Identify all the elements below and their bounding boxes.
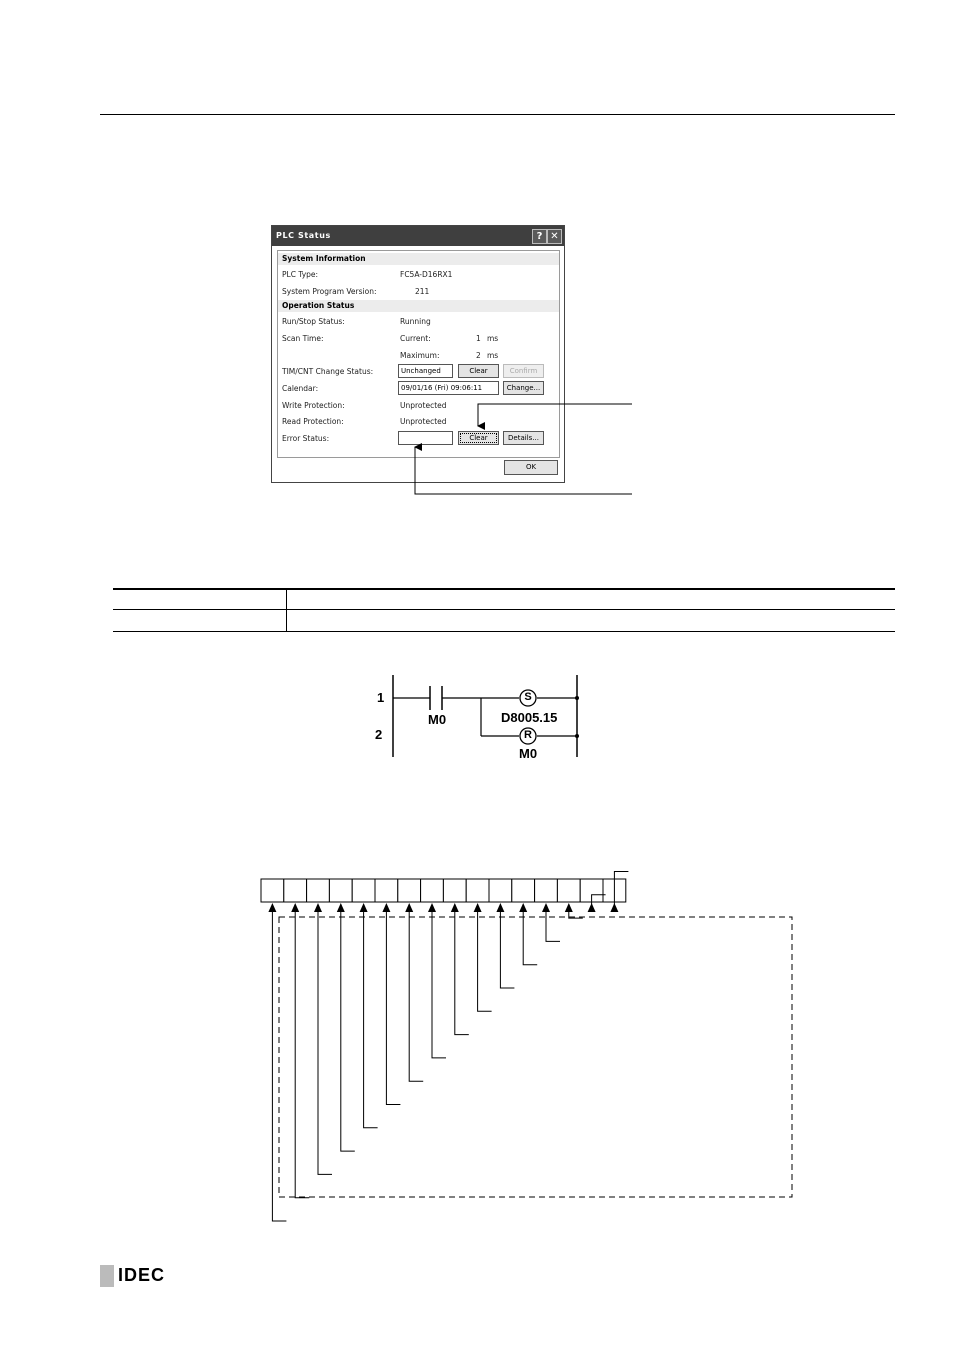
scan-current-value: 1 [476,334,481,343]
bit-cell [535,879,558,902]
help-icon[interactable]: ? [532,229,547,244]
run-stop-value: Running [400,317,431,326]
reset-coil-operand: M0 [519,746,538,761]
bit-cell [512,879,535,902]
bit-group-dashed-box [279,917,792,1197]
run-stop-label: Run/Stop Status: [282,317,345,326]
bit-cell [375,879,398,902]
set-coil-symbol: S [524,691,532,703]
error-clear-button[interactable]: Clear [458,431,499,445]
bit-cell [421,879,444,902]
write-protection-value: Unprotected [400,401,447,410]
bit-leader-arrow [474,903,492,1011]
calendar-field[interactable]: 09/01/16 (Fri) 09:06:11 [398,381,499,395]
bit-leader-arrow [496,903,514,988]
bit-cell [261,879,284,902]
bit-leader-arrow [405,903,423,1081]
bit-leader-arrow [565,903,583,918]
bit-cell [489,879,512,902]
tim-cnt-field[interactable]: Unchanged [398,364,453,378]
tim-cnt-label: TIM/CNT Change Status: [282,367,374,376]
bit-leader-arrow [428,903,446,1058]
close-icon[interactable]: ✕ [547,229,562,244]
scan-current-label: Current: [400,334,431,343]
confirm-button[interactable]: Confirm [503,364,544,378]
system-program-version-value: 211 [415,287,430,296]
idec-logo-mark [100,1265,114,1287]
bit-cell [284,879,307,902]
error-status-label: Error Status: [282,434,330,443]
bit-cell [557,879,580,902]
bit-cell [443,879,466,902]
bit-leader-arrow [291,903,309,1198]
bit-cell [352,879,375,902]
contact-operand: M0 [428,712,447,727]
bit-leader-arrow [542,903,560,941]
bit-cell [466,879,489,902]
bit-cell [398,879,421,902]
plc-type-label: PLC Type: [282,270,319,279]
write-protection-label: Write Protection: [282,401,345,410]
set-coil-operand: D8005.15 [501,710,558,725]
bit-leader-arrow [314,903,332,1174]
scan-maximum-label: Maximum: [400,351,440,360]
bit-leader-arrow [268,903,286,1221]
read-protection-label: Read Protection: [282,417,344,426]
bit-leader-arrow [451,903,469,1035]
ok-button[interactable]: OK [504,460,558,475]
scan-time-label: Scan Time: [282,334,324,343]
system-program-version-label: System Program Version: [282,287,377,296]
bit-cell [329,879,352,902]
rung-number-1: 1 [377,690,385,705]
dialog-title: PLC Status [276,231,331,240]
bit-cell [307,879,330,902]
scan-current-unit: ms [487,334,499,343]
bit-leader-arrow [519,903,537,965]
bit-leader-arrow [360,903,378,1128]
tim-cnt-clear-button[interactable]: Clear [458,364,499,378]
bit-leader-arrow [382,903,400,1105]
read-protection-value: Unprotected [400,417,447,426]
calendar-label: Calendar: [282,384,319,393]
scan-maximum-unit: ms [487,351,499,360]
scan-maximum-value: 2 [476,351,481,360]
rung-number-2: 2 [375,727,383,742]
idec-logo-text: IDEC [118,1265,166,1285]
section-operation-status: Operation Status [278,300,559,312]
reset-coil-symbol: R [524,729,532,741]
calendar-change-button[interactable]: Change... [503,381,544,395]
section-system-information: System Information [278,253,559,265]
bit-leader-arrow [337,903,355,1151]
error-details-button[interactable]: Details... [503,431,544,445]
plc-type-value: FC5A-D16RX1 [400,270,453,279]
